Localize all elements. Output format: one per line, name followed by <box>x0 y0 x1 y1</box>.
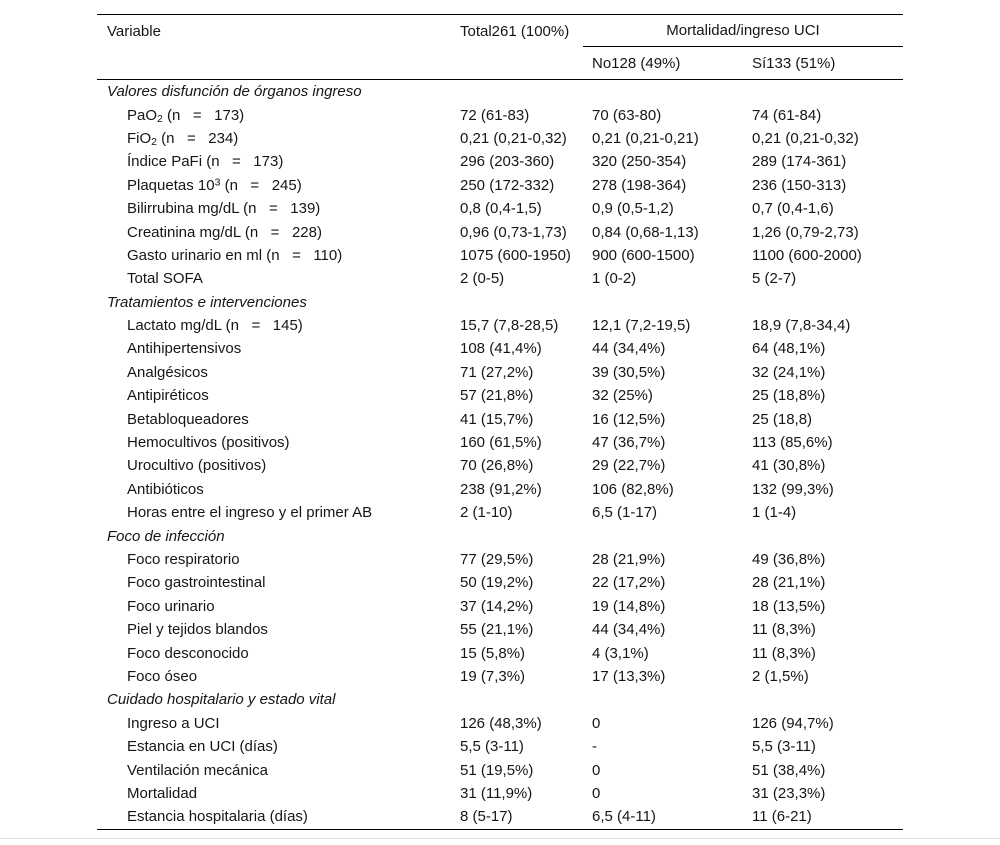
cell-si: 49 (36,8%) <box>752 551 826 568</box>
row-label: Analgésicos <box>127 363 208 381</box>
cell-total: 108 (41,4%) <box>460 340 542 358</box>
cell-no: 106 (82,8%) <box>592 480 674 498</box>
table-row <box>97 244 903 267</box>
cell-no: 900 (600-1500) <box>592 246 695 264</box>
cell-no: 6,5 (1-17) <box>592 504 658 522</box>
subscript: 2 <box>157 112 163 125</box>
row-label: Urocultivo (positivos) <box>127 457 267 475</box>
cell-si: 132 (99,3%) <box>752 480 834 498</box>
cell-no: 4 (3,1%) <box>592 644 649 662</box>
cell-total: 70 (26,8%) <box>460 457 534 475</box>
table-row <box>97 337 903 360</box>
table-row <box>97 407 903 430</box>
column-header-group-label: Mortalidad/ingreso UCI <box>666 22 820 39</box>
cell-total: 15 (5,8%) <box>460 644 526 662</box>
cell-total: 15,7 (7,8-28,5) <box>460 317 559 335</box>
section-header-row <box>97 688 903 711</box>
table-row <box>97 782 903 805</box>
table-row <box>97 805 903 828</box>
column-header-no-label: No128 (49%) <box>592 54 681 72</box>
section-header-row <box>97 80 903 103</box>
cell-no: 6,5 (4-11) <box>592 808 656 826</box>
section-header-row <box>97 291 903 314</box>
cell-si: 11 (8,3%) <box>752 621 816 639</box>
cell-total: 57 (21,8%) <box>460 387 534 405</box>
cell-no: 17 (13,3%) <box>592 667 666 685</box>
table-row <box>97 501 903 524</box>
cell-no: 0 <box>592 784 601 802</box>
cell-no: 29 (22,7%) <box>592 457 666 475</box>
cell-si: 51 (38,4%) <box>752 761 826 779</box>
cell-total: 55 (21,1%) <box>460 621 534 639</box>
row-label: FiO$_2$ (n = 234) <box>127 129 239 149</box>
cell-total: 8 (5-17) <box>460 808 513 826</box>
row-label: PaO$_2$ (n = 173) <box>127 106 245 125</box>
row-label: Índice PaFi (n = 173) <box>127 153 284 171</box>
cell-total: 37 (14,2%) <box>460 597 534 615</box>
row-label: Hemocultivos (positivos) <box>127 434 290 452</box>
cell-no: 47 (36,7%) <box>592 434 666 452</box>
cell-si: 25 (18,8) <box>752 410 813 428</box>
cell-si: 113 (85,6%) <box>752 434 833 452</box>
table-row <box>97 150 903 173</box>
table-row <box>97 267 903 290</box>
section-header-row <box>97 524 903 547</box>
column-header-group <box>583 15 903 47</box>
cell-no: 1 (0-2) <box>592 270 637 288</box>
header-row-2 <box>97 47 903 79</box>
table-row <box>97 618 903 641</box>
cell-si: 74 (61-84) <box>752 106 822 124</box>
row-label: Estancia en UCI (días) <box>127 738 278 756</box>
cell-total: 31 (11,9%) <box>460 784 533 802</box>
row-label: Betabloqueadores <box>127 410 249 428</box>
row-label: Antibióticos <box>127 480 204 498</box>
cell-si: 32 (24,1%) <box>752 363 826 381</box>
cell-no: 278 (198-364) <box>592 176 687 194</box>
column-header-no <box>592 55 752 72</box>
cell-total: 72 (61-83) <box>460 106 530 124</box>
cell-total: 126 (48,3%) <box>460 714 542 732</box>
section-title: Tratamientos e intervenciones <box>107 293 307 311</box>
row-label: Foco desconocido <box>127 644 249 662</box>
cell-no: 70 (63-80) <box>592 106 662 124</box>
cell-total: 2 (1-10) <box>460 504 513 522</box>
cell-si: 1100 (600-2000) <box>752 246 862 264</box>
cell-si: 126 (94,7%) <box>752 714 834 732</box>
cell-total: 19 (7,3%) <box>460 667 526 685</box>
table-row <box>97 103 903 126</box>
row-label: Lactato mg/dL (n = 145) <box>127 317 303 335</box>
table-row <box>97 361 903 384</box>
row-label: Mortalidad <box>127 784 198 802</box>
cell-si: 18,9 (7,8-34,4) <box>752 317 851 335</box>
cell-no: 0,84 (0,68-1,13) <box>592 223 699 241</box>
cell-no: 0 <box>592 714 601 732</box>
table-row <box>97 735 903 758</box>
section-title: Cuidado hospitalario y estado vital <box>107 691 336 709</box>
table-row <box>97 712 903 735</box>
cell-total: 77 (29,5%) <box>460 551 534 568</box>
row-label: Bilirrubina mg/dL (n = 139) <box>127 200 321 218</box>
cell-no: 16 (12,5%) <box>592 410 666 428</box>
cell-si: 11 (6-21) <box>752 808 812 826</box>
row-label: Foco respiratorio <box>127 551 240 568</box>
column-header-variable-label: Variable <box>107 22 161 40</box>
cell-no: 44 (34,4%) <box>592 340 666 358</box>
row-label: Ingreso a UCI <box>127 714 220 732</box>
row-label: Piel y tejidos blandos <box>127 621 268 639</box>
table-row <box>97 127 903 150</box>
cell-si: 11 (8,3%) <box>752 644 816 662</box>
table-header <box>97 15 903 80</box>
cell-no: 19 (14,8%) <box>592 597 666 615</box>
cell-no: 32 (25%) <box>592 387 653 405</box>
table-row <box>97 758 903 781</box>
row-label: Foco óseo <box>127 667 198 685</box>
table-row <box>97 431 903 454</box>
cell-si: 64 (48,1%) <box>752 340 826 358</box>
column-header-total-label: Total261 (100%) <box>460 22 570 40</box>
header-row-1 <box>97 15 903 47</box>
cell-total: 296 (203-360) <box>460 153 555 171</box>
row-label: Estancia hospitalaria (días) <box>127 808 308 826</box>
table-row <box>97 571 903 594</box>
cell-si: 0,7 (0,4-1,6) <box>752 200 834 218</box>
table-row <box>97 454 903 477</box>
table-row <box>97 478 903 501</box>
cell-total: 0,21 (0,21-0,32) <box>460 129 567 147</box>
table-body <box>97 80 903 830</box>
row-label: Antihipertensivos <box>127 340 242 358</box>
row-label: Horas entre el ingreso y el primer AB <box>127 504 373 522</box>
row-label: Foco urinario <box>127 597 215 615</box>
cell-si: 1 (1-4) <box>752 504 797 522</box>
cell-no: 0 <box>592 761 601 779</box>
subscript: 2 <box>151 136 158 149</box>
table-row <box>97 220 903 243</box>
column-header-variable <box>97 15 460 47</box>
cell-si: 236 (150-313) <box>752 176 847 194</box>
cell-no: - <box>592 738 597 756</box>
cell-total: 0,8 (0,4-1,5) <box>460 200 542 218</box>
row-label: Gasto urinario en ml (n = 110) <box>127 246 343 264</box>
cell-no: 0,21 (0,21-0,21) <box>592 129 699 147</box>
cell-no: 39 (30,5%) <box>592 363 666 381</box>
column-header-si-label: Sí133 (51%) <box>752 54 836 72</box>
table-row <box>97 595 903 618</box>
cell-no: 22 (17,2%) <box>592 574 666 592</box>
table-row <box>97 384 903 407</box>
column-header-si <box>752 55 903 72</box>
table-row <box>97 665 903 688</box>
cell-total: 250 (172-332) <box>460 176 555 194</box>
column-header-total <box>460 15 592 47</box>
row-label: Plaquetas $10^3$ (n = 245) <box>127 176 302 194</box>
cell-si: 289 (174-361) <box>752 153 847 171</box>
cell-si: 28 (21,1%) <box>752 574 826 592</box>
table-row <box>97 197 903 220</box>
table-row <box>97 641 903 664</box>
cell-total: 71 (27,2%) <box>460 363 534 381</box>
cell-total: 238 (91,2%) <box>460 480 542 498</box>
cell-si: 1,26 (0,79-2,73) <box>752 223 859 241</box>
cell-total: 5,5 (3-11) <box>460 738 524 756</box>
cell-no: 0,9 (0,5-1,2) <box>592 200 674 218</box>
cell-si: 31 (23,3%) <box>752 784 826 802</box>
cell-total: 160 (61,5%) <box>460 434 542 452</box>
page-edge-line <box>0 838 1000 839</box>
table-row <box>97 174 903 197</box>
cell-total: 41 (15,7%) <box>460 410 534 428</box>
row-label: Creatinina mg/dL (n = 228) <box>127 223 322 241</box>
cell-no: 44 (34,4%) <box>592 621 666 639</box>
row-label: Antipiréticos <box>127 387 209 405</box>
cell-si: 41 (30,8%) <box>752 457 826 475</box>
section-title: Foco de infección <box>107 527 225 545</box>
cell-total: 50 (19,2%) <box>460 574 534 592</box>
cell-total: 2 (0-5) <box>460 270 505 288</box>
section-title: Valores disfunción de órganos ingreso <box>107 83 362 101</box>
cell-total: 1075 (600-1950) <box>460 246 571 264</box>
cell-si: 25 (18,8%) <box>752 387 826 405</box>
clinical-table <box>97 14 903 830</box>
table-row <box>97 548 903 571</box>
row-label: Ventilación mecánica <box>127 761 268 779</box>
cell-total: 51 (19,5%) <box>460 761 534 779</box>
cell-si: 5 (2-7) <box>752 270 797 288</box>
cell-total: 0,96 (0,73-1,73) <box>460 223 567 241</box>
cell-si: 18 (13,5%) <box>752 597 826 615</box>
table-row <box>97 314 903 337</box>
row-label: Total SOFA <box>127 270 203 288</box>
row-label: Foco gastrointestinal <box>127 574 266 592</box>
cell-no: 28 (21,9%) <box>592 551 666 568</box>
cell-no: 12,1 (7,2-19,5) <box>592 317 691 335</box>
cell-no: 320 (250-354) <box>592 153 687 171</box>
cell-si: 0,21 (0,21-0,32) <box>752 129 859 147</box>
superscript: 3 <box>214 176 221 189</box>
cell-si: 2 (1,5%) <box>752 667 809 685</box>
cell-si: 5,5 (3-11) <box>752 738 816 756</box>
